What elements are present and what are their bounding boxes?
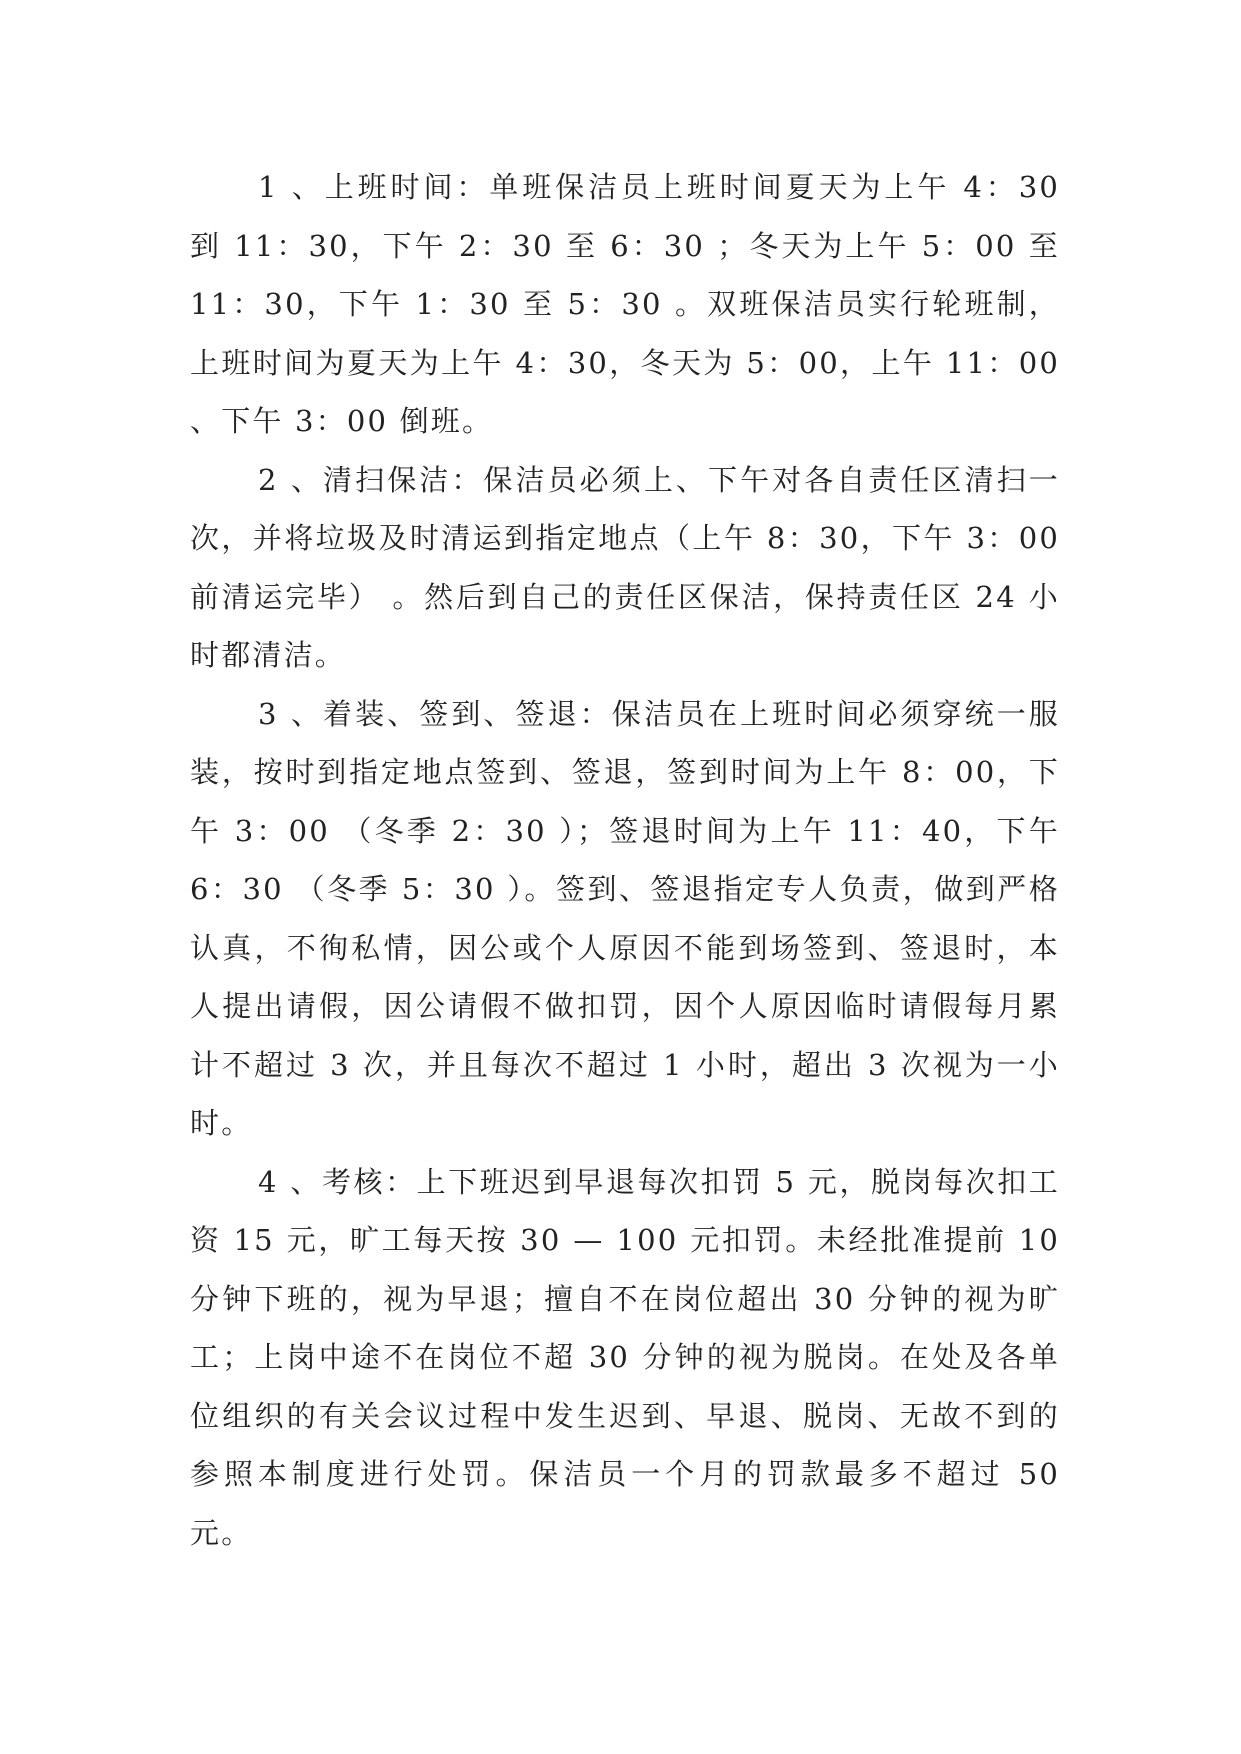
document-body xyxy=(190,158,1060,1562)
paragraph-cleaning: 2 、清扫保洁：保洁员必须上、下午对各自责任区清扫一次，并将垃圾及时清运到指定地点（上午 8：30，下午 3：00 前清运完毕） 。然后到自己的责任区保洁，保持责任区 24 小时都清洁。 xyxy=(190,462,1060,672)
paragraph-attendance: 3 、着装、签到、签退：保洁员在上班时间必须穿统一服装，按时到指定地点签到、签退，签到时间为上午 8：00，下午 3：00 （冬季 2：30 ）；签退时间为上午 11：40，下午 6：30 （冬季 5：30 ）。签到、签退指定专人负责，做到严格认真，不徇私情，因公或个人原因不能到场签到、签退时，本人提出请假，因公请假不做扣罚，因个人原因临时请假每月累计不超过 3 次，并且每次不超过 1 小时，超出 3 次视为一小时。 xyxy=(190,696,1060,1140)
paragraph-assessment: 4 、考核：上下班迟到早退每次扣罚 5 元，脱岗每次扣工资 15 元，旷工每天按 30 — 100 元扣罚。未经批准提前 10 分钟下班的，视为早退；擅自不在岗位超出 30 分钟的视为旷工；上岗中途不在岗位不超 30 分钟的视为脱岗。在处及各单位组织的有关会议过程中发生迟到、早退、脱岗、无故不到的参照本制度进行处罚。保洁员一个月的罚款最多不超过 50 元。 xyxy=(190,1164,1060,1550)
paragraph-work-hours: 1 、上班时间：单班保洁员上班时间夏天为上午 4：30 到 11：30，下午 2：30 至 6：30 ；冬天为上午 5：00 至 11：30，下午 1：30 至 5：30 。双班保洁员实行轮班制，上班时间为夏天为上午 4：30，冬天为 5：00，上午 11：00 、下午 3：00 倒班。 xyxy=(190,170,1060,438)
